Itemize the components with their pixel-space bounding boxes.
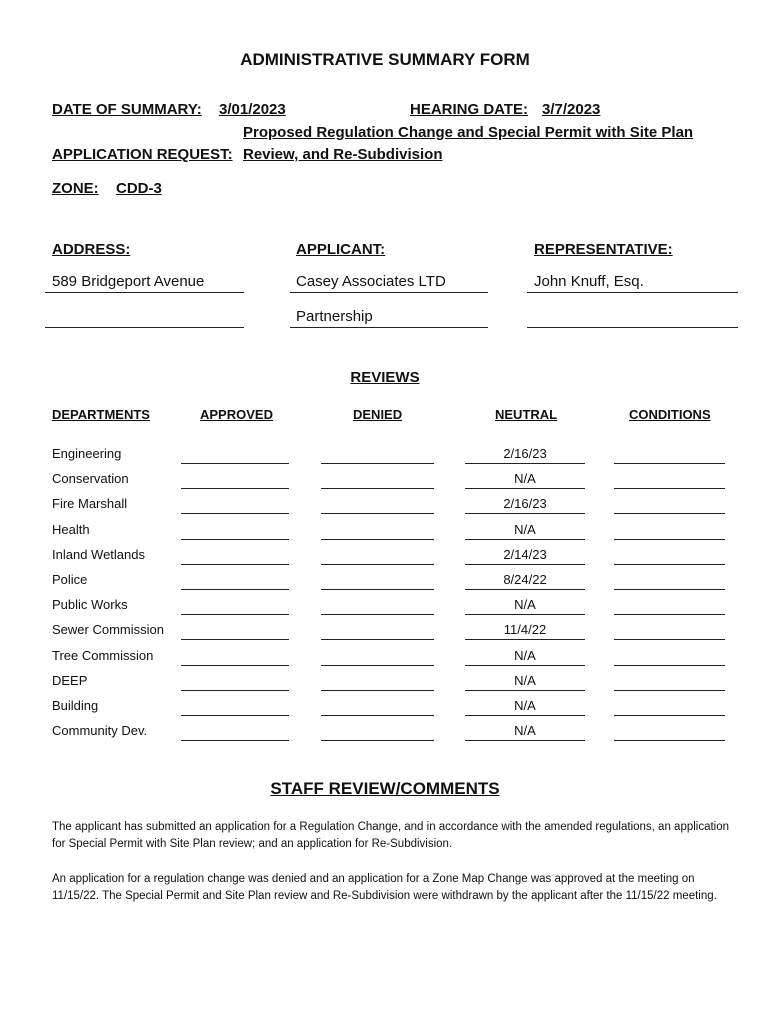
department-name: Building: [52, 698, 99, 713]
approved-line: [181, 690, 289, 691]
denied-line: [321, 513, 434, 514]
denied-line: [321, 614, 434, 615]
approved-line: [181, 539, 289, 540]
conditions-line: [614, 614, 725, 615]
neutral-value: N/A: [514, 723, 536, 739]
neutral-value: N/A: [514, 597, 536, 613]
neutral-line: [465, 539, 585, 540]
denied-line: [321, 715, 434, 716]
staff-review-heading: STAFF REVIEW/COMMENTS: [270, 779, 500, 798]
department-name: DEEP: [52, 672, 88, 688]
col-conditions: CONDITIONS: [629, 407, 711, 422]
denied-line: [321, 665, 434, 666]
department-name: Conservation: [52, 471, 129, 487]
hearing-date-value: 3/7/2023: [542, 101, 601, 118]
neutral-line: [465, 740, 585, 741]
conditions-line: [614, 564, 725, 565]
approved-line: [181, 639, 289, 640]
neutral-value: N/A: [514, 521, 536, 537]
representative-value: John Knuff, Esq.: [534, 273, 644, 290]
approved-line: [181, 614, 289, 615]
denied-line: [321, 589, 434, 590]
conditions-line: [614, 665, 725, 666]
conditions-line: [614, 463, 725, 464]
conditions-line: [614, 589, 725, 590]
neutral-value: 8/24/22: [503, 572, 547, 587]
denied-line: [321, 564, 434, 565]
staff-comment-paragraph-2: An application for a regulation change was denied and an application for a Zone Map Change was approved at the meeting on 11/15/22. The Special Permit and Site Plan review and Re-Subdivision were withdrawn by the applicant after the 11/15/22 meeting.: [52, 873, 717, 902]
representative-underline: [527, 292, 738, 293]
department-name: Sewer Commission: [52, 622, 164, 638]
neutral-line: [465, 639, 585, 640]
department-name: Community Dev.: [52, 723, 148, 739]
neutral-value: 2/14/23: [503, 546, 547, 562]
approved-line: [181, 715, 289, 716]
hearing-date-label: HEARING DATE:: [410, 101, 529, 118]
conditions-line: [614, 690, 725, 691]
col-departments: DEPARTMENTS: [52, 407, 150, 422]
conditions-line: [614, 639, 725, 640]
denied-line: [321, 488, 434, 489]
department-name: Police: [52, 572, 88, 587]
neutral-line: [465, 715, 585, 716]
address-label: ADDRESS:: [52, 241, 131, 258]
approved-line: [181, 740, 289, 741]
department-name: Inland Wetlands: [52, 546, 145, 562]
address-underline-2: [45, 327, 244, 328]
denied-line: [321, 690, 434, 691]
col-neutral: NEUTRAL: [495, 407, 558, 422]
conditions-line: [614, 539, 725, 540]
applicant-underline-2: [290, 327, 488, 328]
approved-line: [181, 665, 289, 666]
neutral-line: [465, 564, 585, 565]
neutral-value: N/A: [514, 698, 536, 713]
conditions-line: [614, 740, 725, 741]
application-request-line1: Proposed Regulation Change and Special Permit with Site Plan: [243, 124, 694, 141]
neutral-line: [465, 665, 585, 666]
applicant-label: APPLICANT:: [296, 241, 386, 258]
denied-line: [321, 463, 434, 464]
form-title: ADMINISTRATIVE SUMMARY FORM: [240, 50, 530, 69]
zone-label: ZONE:: [52, 180, 99, 197]
denied-line: [321, 539, 434, 540]
reviews-heading: REVIEWS: [350, 369, 420, 386]
col-approved: APPROVED: [200, 407, 273, 422]
denied-line: [321, 639, 434, 640]
col-denied: DENIED: [353, 407, 403, 422]
applicant-value-line2: Partnership: [296, 308, 373, 325]
date-of-summary-value: 3/01/2023: [219, 101, 286, 118]
neutral-value: 2/16/23: [503, 446, 547, 461]
applicant-value-line1: Casey Associates LTD: [296, 273, 446, 290]
conditions-line: [614, 488, 725, 489]
zone-value: CDD-3: [116, 180, 162, 197]
approved-line: [181, 564, 289, 565]
neutral-line: [465, 690, 585, 691]
conditions-line: [614, 513, 725, 514]
application-request-line2: Review, and Re-Subdivision: [243, 146, 443, 163]
date-of-summary-label: DATE OF SUMMARY:: [52, 101, 202, 118]
neutral-value: N/A: [514, 647, 536, 663]
department-name: Health: [52, 521, 90, 537]
denied-line: [321, 740, 434, 741]
neutral-value: N/A: [514, 471, 536, 487]
neutral-value: N/A: [514, 672, 536, 688]
staff-comment-paragraph-1: The applicant has submitted an application for a Regulation Change, and in accordance with the amended regulations, an application for Special Permit with Site Plan review; and an application for Re-Subdivision.: [52, 821, 730, 850]
approved-line: [181, 488, 289, 489]
conditions-line: [614, 715, 725, 716]
department-name: Fire Marshall: [52, 496, 128, 512]
department-name: Engineering: [52, 446, 122, 461]
application-request-label: APPLICATION REQUEST:: [52, 146, 233, 163]
applicant-underline: [290, 292, 488, 293]
neutral-line: [465, 488, 585, 489]
neutral-line: [465, 589, 585, 590]
representative-underline-2: [527, 327, 738, 328]
neutral-line: [465, 614, 585, 615]
representative-label: REPRESENTATIVE:: [534, 241, 673, 258]
neutral-value: 2/16/23: [503, 496, 547, 512]
address-underline: [45, 292, 244, 293]
department-name: Tree Commission: [52, 647, 154, 663]
address-value: 589 Bridgeport Avenue: [52, 273, 205, 290]
department-name: Public Works: [52, 597, 128, 613]
approved-line: [181, 463, 289, 464]
approved-line: [181, 589, 289, 590]
neutral-line: [465, 463, 585, 464]
neutral-line: [465, 513, 585, 514]
approved-line: [181, 513, 289, 514]
neutral-value: 11/4/22: [503, 622, 547, 638]
